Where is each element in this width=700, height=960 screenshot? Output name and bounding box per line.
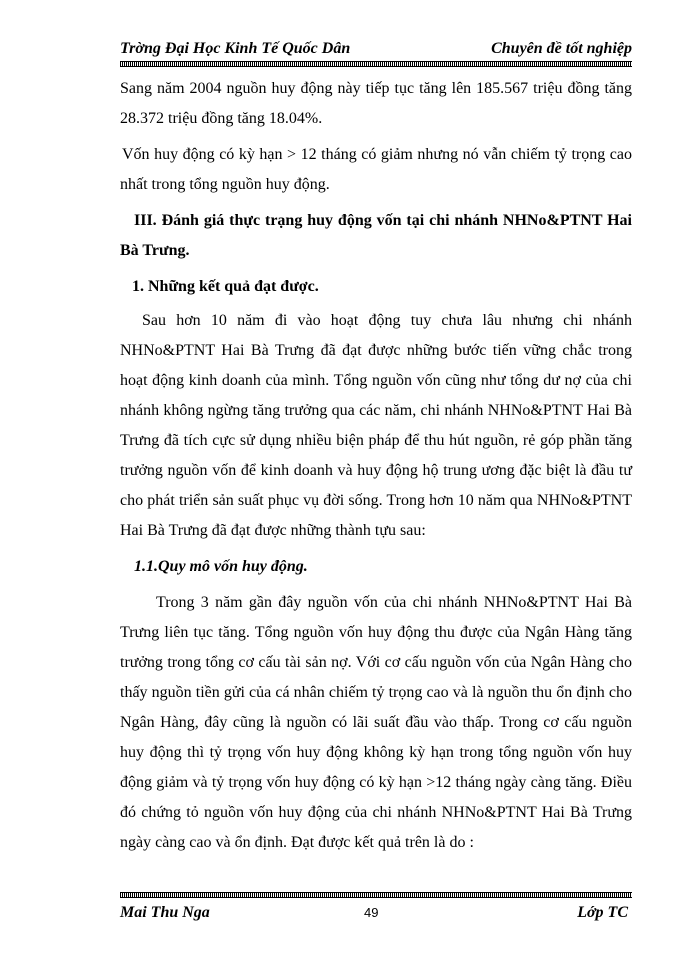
page-body <box>120 74 632 858</box>
header-divider <box>120 61 632 67</box>
footer-class: Lớp TC <box>577 904 628 921</box>
page-footer <box>120 904 632 926</box>
paragraph-capital-scale: Trong 3 năm gần đây nguồn vốn của chi nhánh NHNo&PTNT Hai Bà Trưng liên tục tăng. Tổng nguồn vốn huy động thu được của Ngân Hàng tăng trưởng trong tổng cơ cấu tài sản nợ. Với cơ cấu nguồn vốn của Ngân Hàng cho thấy nguồn tiền gửi của cá nhân chiếm tỷ trọng cao và là nguồn thu ổn định cho Ngân Hàng, đây cũng là nguồn có lãi suất đầu vào thấp. Trong cơ cấu nguồn huy động thì tỷ trọng vốn huy động không kỳ hạn trong tổng nguồn vốn huy động giảm và tỷ trọng vốn huy động có kỳ hạn >12 tháng ngày càng tăng. Điều đó chứng tỏ nguồn vốn huy động của chi nhánh NHNo&PTNT Hai Bà Trưng ngày càng cao và ổn định. Đạt được kết quả trên là do : <box>120 594 632 851</box>
section-heading: III. Đánh giá thực trạng huy động vốn tại chi nhánh NHNo&PTNT Hai Bà Trưng. <box>120 212 632 259</box>
footer-author: Mai Thu Nga <box>120 904 210 921</box>
header-document-type: Chuyên đề tốt nghiệp <box>491 40 632 57</box>
header-university: Trờng Đại Học Kinh Tế Quốc Dân <box>120 40 351 57</box>
subsubsection-heading: 1.1.Quy mô vốn huy động. <box>134 558 308 575</box>
page-header <box>120 40 632 62</box>
paragraph-2004-growth: Sang năm 2004 nguồn huy động này tiếp tục tăng lên 185.567 triệu đồng tăng 28.372 triệu đồng tăng 18.04%. <box>120 80 632 127</box>
page-number: 49 <box>364 905 379 920</box>
subsection-heading: 1. Những kết quả đạt được. <box>132 278 319 295</box>
paragraph-achievements: Sau hơn 10 năm đi vào hoạt động tuy chưa lâu nhưng chi nhánh NHNo&PTNT Hai Bà Trưng đã đạt được những bước tiến vững chắc trong hoạt động kinh doanh của mình. Tổng nguồn vốn cũng như tổng dư nợ của chi nhánh không ngừng tăng trưởng qua các năm, chi nhánh NHNo&PTNT Hai Bà Trưng đã tích cực sử dụng nhiều biện pháp để thu hút nguồn, rẻ góp phần tăng trưởng nguồn vốn để kinh doanh và huy động hộ trung ương đặc biệt là đầu tư cho phát triển sản suất phục vụ đời sống. Trong hơn 10 năm qua NHNo&PTNT Hai Bà Trưng đã đạt được những thành tựu sau: <box>120 312 632 539</box>
paragraph-term-deposits: Vốn huy động có kỳ hạn > 12 tháng có giảm nhưng nó vẫn chiếm tỷ trọng cao nhất trong tổng nguồn huy động. <box>120 146 632 193</box>
footer-divider <box>120 892 632 898</box>
